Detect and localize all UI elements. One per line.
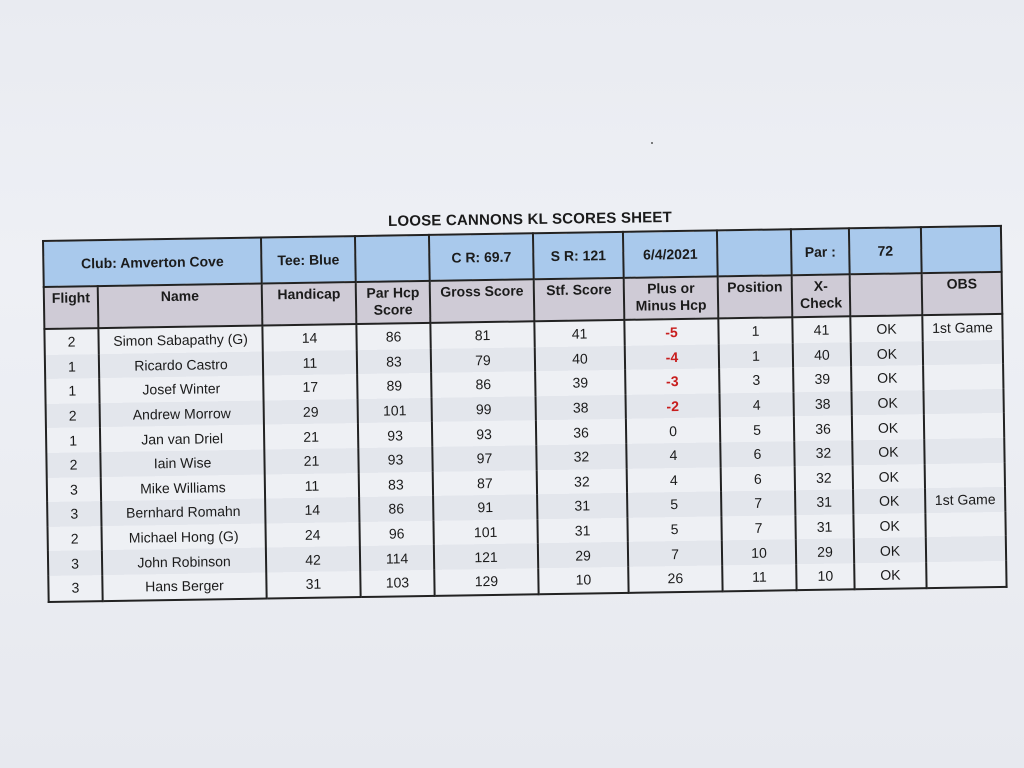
header-name: Name [98, 284, 263, 329]
header-par-hcp-score: Par Hcp Score [356, 281, 431, 324]
cell-stf: 31 [537, 493, 627, 519]
sheet-title: LOOSE CANNONS KL SCORES SHEET [387, 209, 673, 230]
cell-position: 6 [721, 466, 795, 492]
slope-rating: S R: 121 [533, 232, 624, 279]
cell-ok: OK [851, 341, 923, 367]
course-rating: C R: 69.7 [429, 233, 534, 281]
header-plus-minus-hcp: Plus or Minus Hcp [624, 276, 719, 319]
cell-name: Iain Wise [100, 450, 264, 477]
cell-xcheck: 40 [793, 342, 851, 368]
cell-plus-minus: -3 [625, 369, 719, 395]
cell-par-hcp: 103 [360, 570, 434, 597]
cell-position: 1 [718, 317, 792, 344]
cell-position: 10 [722, 540, 796, 566]
cell-stf: 31 [537, 518, 627, 544]
header-gross-score: Gross Score [430, 279, 535, 323]
cell-xcheck: 38 [793, 391, 851, 417]
cell-name: Bernhard Romahn [101, 499, 265, 526]
cell-position: 5 [720, 417, 794, 443]
cell-ok: OK [854, 537, 926, 563]
cell-plus-minus: 7 [628, 541, 722, 567]
cell-name: Josef Winter [99, 376, 263, 403]
cell-flight: 2 [46, 452, 100, 477]
cell-ok: OK [854, 562, 926, 589]
cell-par-hcp: 83 [357, 349, 431, 375]
cell-par-hcp: 86 [359, 496, 433, 522]
cell-gross: 121 [434, 544, 538, 570]
cell-ok: OK [853, 488, 925, 514]
scores-table-wrapper [42, 225, 1008, 603]
cell-plus-minus: -5 [624, 318, 718, 345]
cell-stf: 38 [536, 395, 626, 421]
info-blank-cell [355, 235, 430, 282]
cell-obs: 1st Game [922, 314, 1002, 341]
cell-xcheck: 31 [795, 489, 853, 515]
cell-stf: 40 [535, 345, 625, 371]
cell-name: Michael Hong (G) [101, 523, 265, 550]
cell-gross: 129 [434, 568, 538, 595]
cell-gross: 86 [431, 371, 535, 397]
cell-obs [926, 561, 1006, 588]
play-date: 6/4/2021 [623, 230, 718, 277]
cell-gross: 101 [433, 519, 537, 545]
cell-gross: 99 [432, 396, 536, 422]
header-stf-score: Stf. Score [534, 278, 625, 321]
cell-stf: 32 [537, 468, 627, 494]
cell-xcheck: 36 [794, 416, 852, 442]
cell-handicap: 11 [263, 350, 357, 376]
cell-ok: OK [850, 315, 922, 342]
cell-obs [925, 462, 1005, 488]
cell-position: 7 [721, 515, 795, 541]
header-position: Position [718, 275, 793, 318]
cell-position: 6 [720, 441, 794, 467]
cell-par-hcp: 96 [359, 521, 433, 547]
cell-plus-minus: -2 [626, 393, 720, 419]
tee-label: Tee: Blue [261, 236, 356, 283]
header-xcheck: X- Check [792, 274, 851, 317]
cell-flight: 1 [46, 427, 100, 452]
cell-plus-minus: 5 [627, 492, 721, 518]
cell-stf: 32 [536, 444, 626, 470]
header-flight: Flight [44, 286, 99, 329]
cell-position: 3 [719, 367, 793, 393]
cell-ok: OK [852, 439, 924, 465]
cell-ok: OK [851, 390, 923, 416]
cell-ok: OK [852, 415, 924, 441]
cell-xcheck: 10 [796, 563, 854, 590]
cell-handicap: 14 [262, 324, 356, 351]
cell-name: Andrew Morrow [100, 400, 264, 427]
cell-flight: 1 [45, 378, 99, 403]
cell-plus-minus: 4 [626, 442, 720, 468]
par-label: Par : [791, 228, 850, 275]
cell-position: 11 [722, 564, 796, 591]
header-blank [850, 273, 923, 316]
cell-flight: 3 [48, 550, 102, 575]
cell-xcheck: 29 [796, 539, 854, 565]
cell-par-hcp: 93 [358, 422, 432, 448]
cell-gross: 81 [430, 321, 534, 348]
cell-name: Simon Sabapathy (G) [98, 326, 262, 354]
cell-flight: 3 [47, 477, 101, 502]
cell-handicap: 42 [266, 546, 360, 572]
header-handicap: Handicap [262, 282, 357, 325]
cell-par-hcp: 86 [356, 323, 430, 350]
cell-name: Mike Williams [101, 474, 265, 501]
cell-plus-minus: 4 [627, 467, 721, 493]
cell-name: Ricardo Castro [99, 351, 263, 378]
cell-gross: 91 [433, 494, 537, 520]
cell-flight: 2 [44, 328, 98, 354]
cell-handicap: 31 [266, 571, 360, 598]
cell-name: Hans Berger [102, 572, 266, 600]
cell-handicap: 11 [265, 473, 359, 499]
cell-obs: 1st Game [925, 487, 1005, 513]
cell-par-hcp: 93 [358, 447, 432, 473]
cell-flight: 2 [48, 526, 102, 551]
cell-stf: 29 [538, 542, 628, 568]
cell-par-hcp: 83 [359, 471, 433, 497]
cell-gross: 93 [432, 421, 536, 447]
cell-par-hcp: 89 [357, 373, 431, 399]
cell-xcheck: 41 [792, 316, 850, 343]
cell-xcheck: 31 [795, 514, 853, 540]
cell-position: 4 [720, 392, 794, 418]
cell-stf: 36 [536, 419, 626, 445]
cell-stf: 41 [534, 320, 624, 347]
cell-xcheck: 39 [793, 366, 851, 392]
cell-flight: 3 [47, 501, 101, 526]
cell-handicap: 29 [264, 399, 358, 425]
cell-xcheck: 32 [794, 440, 852, 466]
info-blank-cell [717, 229, 792, 276]
cell-xcheck: 32 [795, 465, 853, 491]
cell-position: 1 [719, 343, 793, 369]
cell-stf: 39 [535, 370, 625, 396]
cell-flight: 1 [45, 354, 99, 379]
cell-ok: OK [853, 464, 925, 490]
scores-table [42, 225, 1008, 603]
cell-obs [926, 536, 1006, 562]
cell-plus-minus: 26 [628, 565, 722, 592]
cell-handicap: 24 [265, 522, 359, 548]
cell-flight: 3 [48, 575, 102, 601]
cell-ok: OK [851, 365, 923, 391]
cell-handicap: 21 [264, 448, 358, 474]
info-blank-cell [921, 226, 1002, 273]
cell-obs [923, 389, 1003, 415]
cell-ok: OK [853, 513, 925, 539]
cell-gross: 87 [433, 470, 537, 496]
cell-obs [923, 364, 1003, 390]
cell-obs [923, 340, 1003, 366]
par-value: 72 [849, 227, 922, 274]
cell-name: John Robinson [102, 548, 266, 575]
header-obs: OBS [922, 272, 1003, 315]
cell-plus-minus: 5 [627, 516, 721, 542]
club-name: Club: Amverton Cove [43, 238, 262, 287]
cell-par-hcp: 101 [358, 398, 432, 424]
cell-gross: 79 [431, 347, 535, 373]
cell-obs [924, 413, 1004, 439]
cell-stf: 10 [538, 567, 628, 594]
cell-flight: 2 [46, 403, 100, 428]
cell-obs [925, 512, 1005, 538]
cell-plus-minus: 0 [626, 418, 720, 444]
cell-name: Jan van Driel [100, 425, 264, 452]
cell-handicap: 21 [264, 423, 358, 449]
cell-position: 7 [721, 490, 795, 516]
cell-gross: 97 [432, 445, 536, 471]
scores-table-body [43, 226, 1007, 602]
cell-obs [924, 438, 1004, 464]
cell-plus-minus: -4 [625, 344, 719, 370]
cell-handicap: 17 [263, 374, 357, 400]
cell-par-hcp: 114 [360, 545, 434, 571]
cell-handicap: 14 [265, 497, 359, 523]
